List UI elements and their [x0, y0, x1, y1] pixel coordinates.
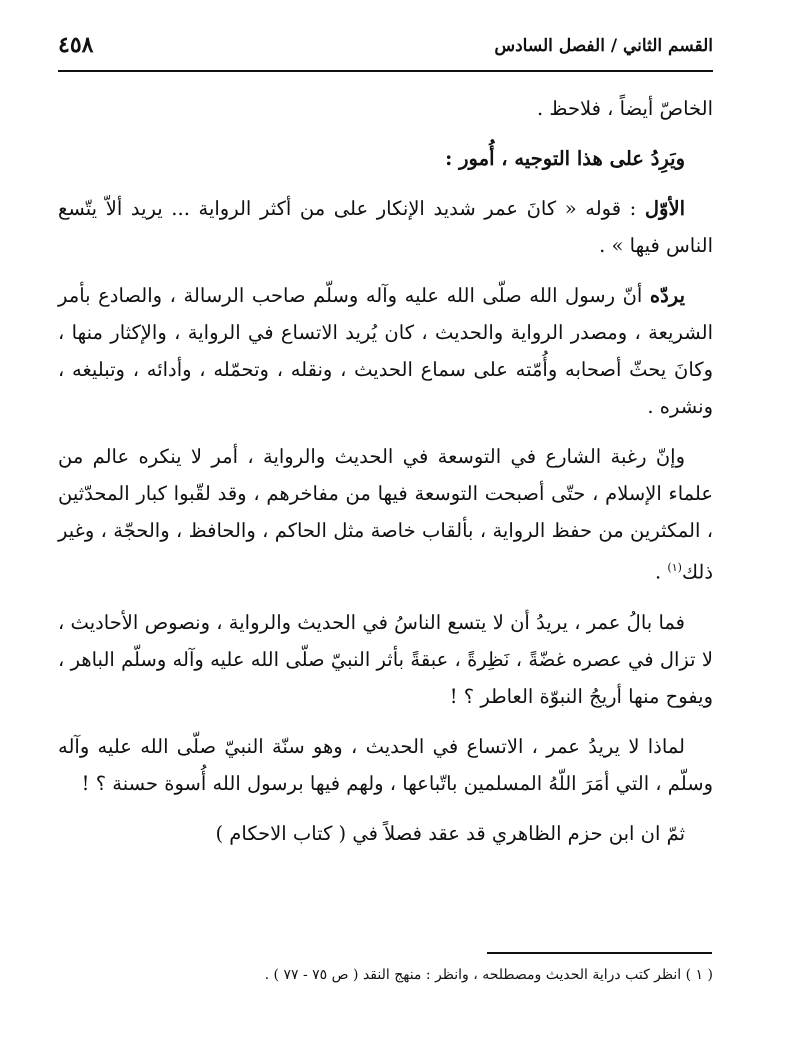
page-body	[58, 90, 713, 852]
legislator-desire-text: وإنّ رغبة الشارع في التوسعة في الحديث والرواية ، أمر لا ينكره عالم من علماء الإسلام ، حتّى أصبحت التوسعة فيها من مفاخرهم ، وقد لقّبوا كبار المحدّثين ، المكثرين من حفظ الرواية ، بألقاب خاصة مثل الحاكم ، والحافظ ، والحجّة ، وغير ذلك	[58, 445, 713, 584]
section-heading: ويَرِدُ على هذا التوجيه ، أُمور :	[445, 147, 685, 170]
rebuttal-text: أنّ رسول الله صلّى الله عليه وآله وسلّم صاحب الرسالة ، والصادع بأمر الشريعة ، ومصدر الرواية والحديث ، كان يُريد الاتساع في الرواية ، والإكثار منها ، وكانَ يحثّ أصحابه وأُمّته على سماع الحديث ، ونقله ، وتحمّله ، وأدائه ، وتبليغه ، ونشره .	[58, 284, 713, 418]
legislator-desire-end: .	[655, 560, 668, 584]
paragraph-why-question: لماذا لا يريدُ عمر ، الاتساع في الحديث ، وهو سنّة النبيّ صلّى الله عليه وآله وسلّم ، التي أمَرَ اللّهُ المسلمين باتّباعها ، ولهم فيها برسول الله أُسوة حسنة ؟ !	[58, 734, 713, 795]
header-rule	[58, 70, 713, 72]
rebuttal-label: يردّه	[649, 284, 685, 307]
footnote-rule	[487, 952, 712, 954]
paragraph-continuation: الخاصّ أيضاً ، فلاحظ .	[537, 97, 713, 120]
paragraph-legislator-desire	[58, 438, 713, 591]
paragraph-rebuttal	[58, 277, 713, 425]
running-header	[58, 30, 713, 66]
paragraph-ibn-hazm: ثمّ ان ابن حزم الظاهري قد عقد فصلاً في ( كتاب الاحكام )	[215, 821, 685, 845]
page-number: ٤٥٨	[58, 32, 94, 58]
first-point-label: الأوّل	[644, 197, 685, 220]
paragraph-umar-question: فما بالُ عمر ، يريدُ أن لا يتسع الناسُ في الحديث والرواية ، ونصوص الأحاديث ، لا تزال في عصره غضّةً ، نَظِرةً ، عبقةً بأثر النبيّ صلّى الله عليه وآله وسلّم الباهر ، ويفوح منها أريجُ النبوّة العاطر ؟ !	[58, 610, 713, 708]
running-title: القسم الثاني / الفصل السادس	[494, 36, 713, 56]
paragraph-first-point	[58, 190, 713, 264]
footnote-marker: (١)	[667, 561, 682, 574]
first-point-text: : قوله « كانَ عمر شديد الإنكار على من أكثر الرواية ... يريد ألاّ يتّسع الناس فيها » .	[58, 197, 713, 257]
footnote: ( ١ ) انظر كتب دراية الحديث ومصطلحه ، وانظر : منهج النقد ( ص ٧٥ - ٧٧ ) .	[264, 967, 713, 983]
